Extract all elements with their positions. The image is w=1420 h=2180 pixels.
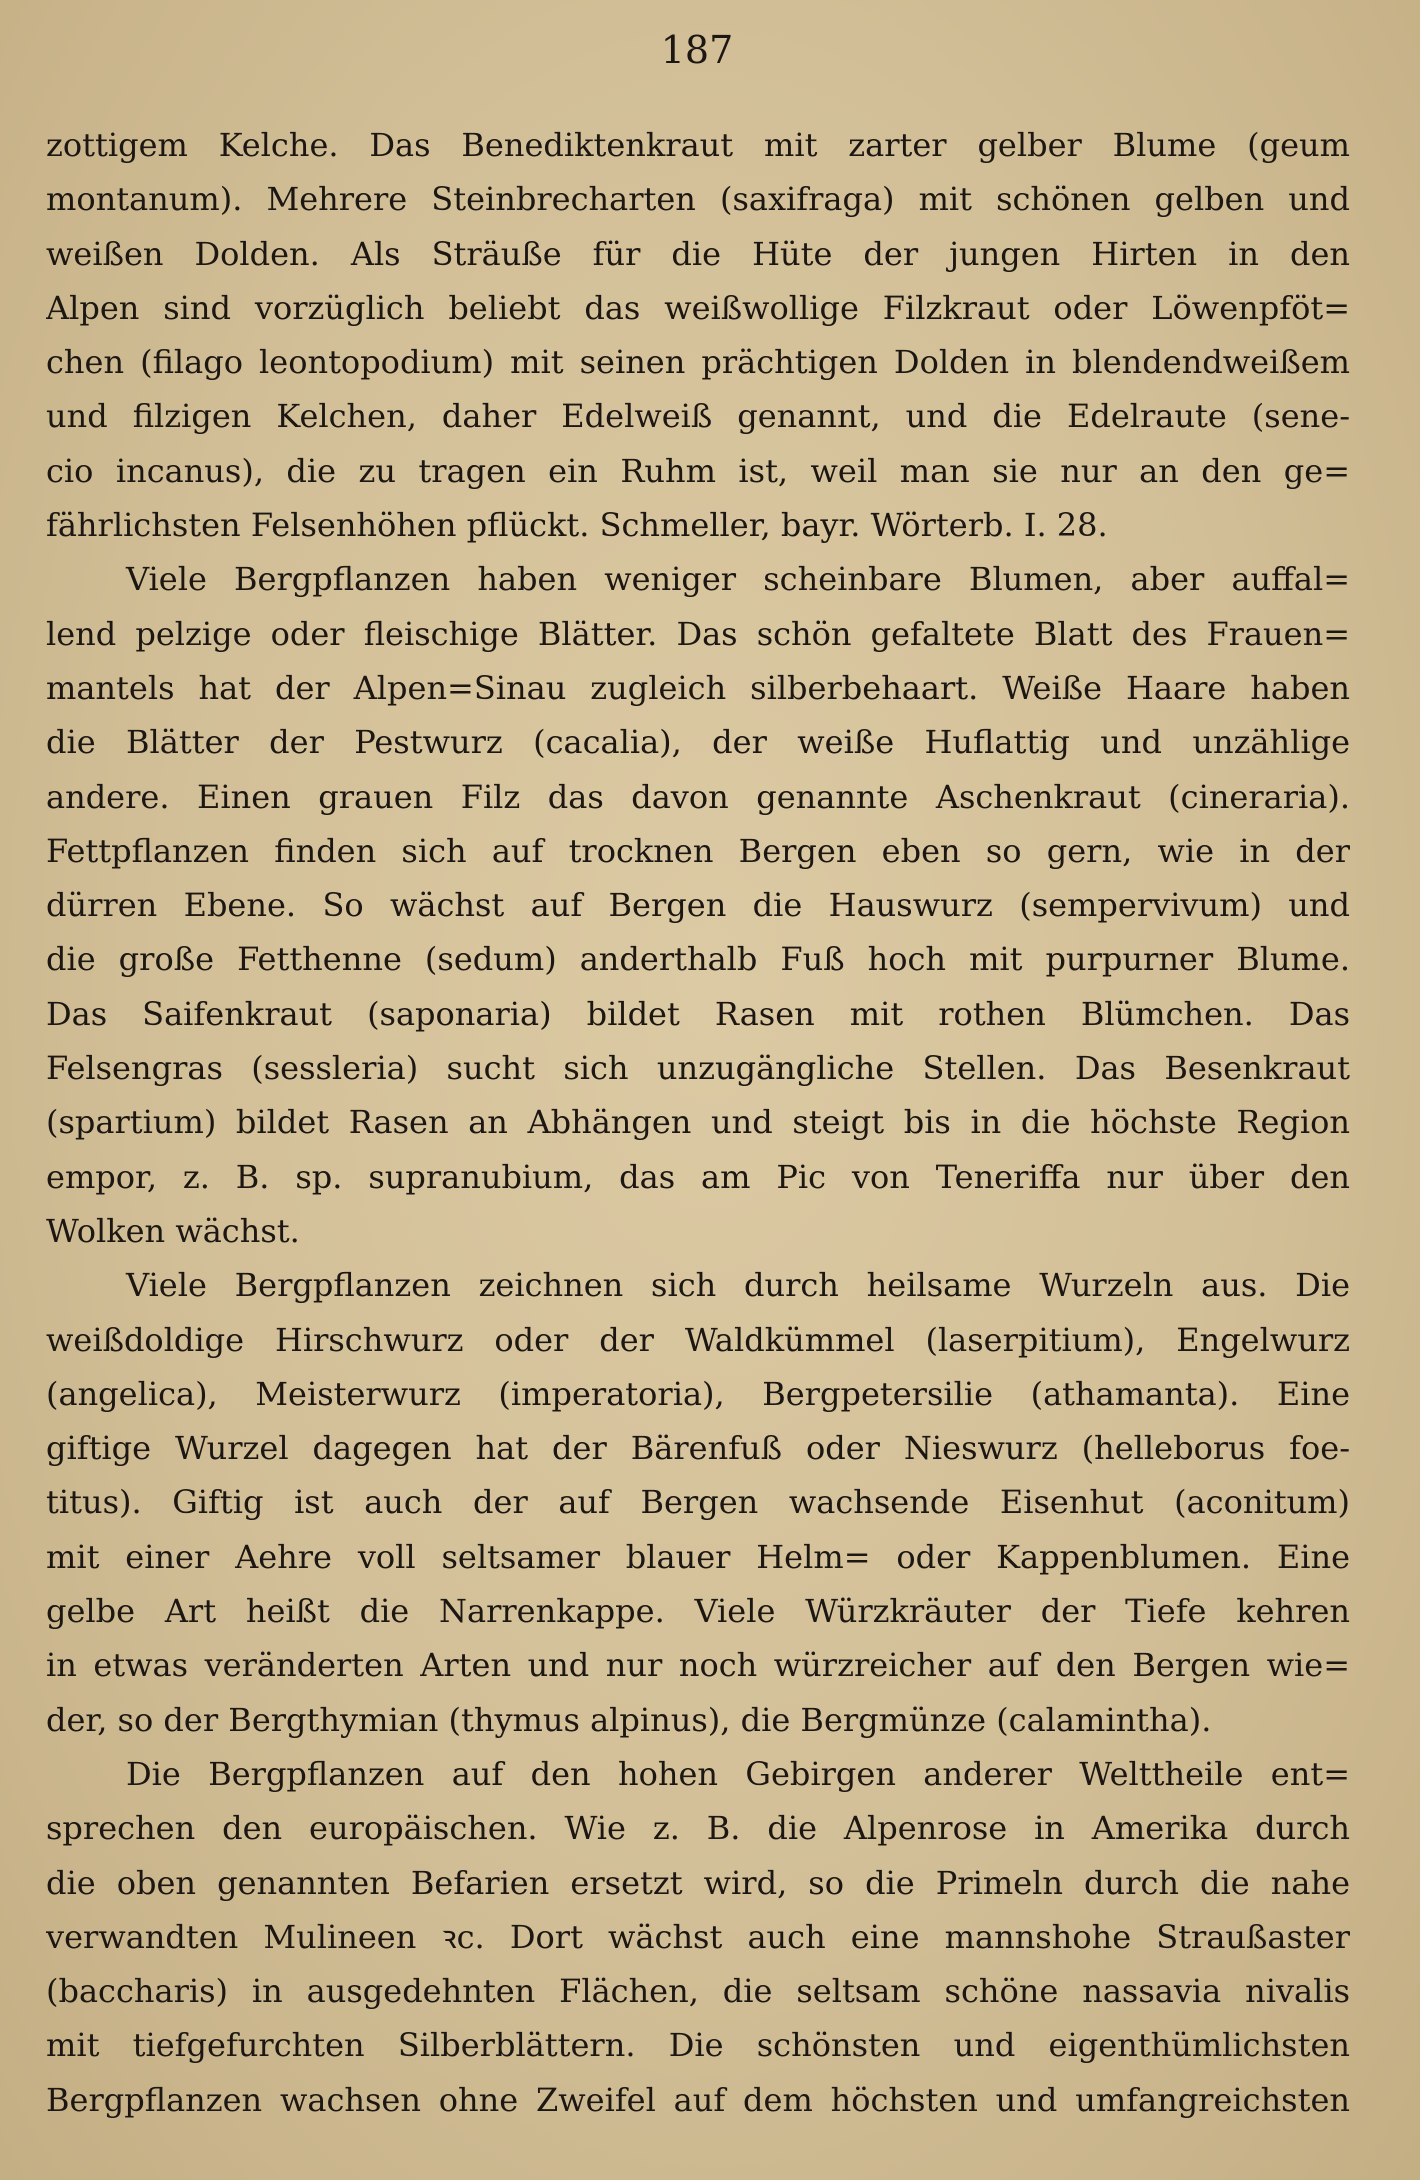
text-line: und filzigen Kelchen, daher Edelweiß genannt, und die Edelraute (sene- <box>46 397 1350 436</box>
text-line: in etwas veränderten Arten und nur noch würzreicher auf den Bergen wie= <box>46 1646 1350 1685</box>
text-line: Wolken wächst. <box>46 1211 300 1250</box>
text-line: Bergpflanzen wachsen ohne Zweifel auf dem höchsten und umfangreichsten <box>46 2080 1350 2119</box>
text-line: verwandten Mulineen ꝛc. Dort wächst auch eine mannshohe Straußaster <box>46 1917 1350 1956</box>
text-line: Viele Bergpflanzen haben weniger scheinbare Blumen, aber auffal= <box>126 560 1350 599</box>
text-line: (spartium) bildet Rasen an Abhängen und steigt bis in die höchste Region <box>46 1103 1350 1142</box>
text-line: Das Saifenkraut (saponaria) bildet Rasen mit rothen Blümchen. Das <box>46 994 1350 1033</box>
text-line: gelbe Art heißt die Narrenkappe. Viele Würzkräuter der Tiefe kehren <box>46 1592 1350 1631</box>
text-line: montanum). Mehrere Steinbrecharten (saxifraga) mit schönen gelben und <box>46 180 1350 219</box>
text-line: chen (filago leontopodium) mit seinen prächtigen Dolden in blendendweißem <box>46 343 1350 382</box>
text-line: giftige Wurzel dagegen hat der Bärenfuß oder Nieswurz (helleborus foe- <box>46 1429 1350 1468</box>
text-line: der, so der Bergthymian (thymus alpinus), die Bergmünze (calamintha). <box>46 1700 1212 1739</box>
text-line: die Blätter der Pestwurz (cacalia), der weiße Huflattig und unzählige <box>46 723 1350 762</box>
text-line: cio incanus), die zu tragen ein Ruhm ist, weil man sie nur an den ge= <box>46 451 1350 490</box>
text-line: titus). Giftig ist auch der auf Bergen wachsende Eisenhut (aconitum) <box>46 1483 1350 1522</box>
body-text <box>46 118 1350 2127</box>
text-line: mantels hat der Alpen=Sinau zugleich silberbehaart. Weiße Haare haben <box>46 668 1350 707</box>
text-line: andere. Einen grauen Filz das davon genannte Aschenkraut (cineraria). <box>46 777 1350 816</box>
text-line: (angelica), Meisterwurz (imperatoria), Bergpetersilie (athamanta). Eine <box>46 1374 1350 1413</box>
text-line: weißdoldige Hirschwurz oder der Waldkümmel (laserpitium), Engelwurz <box>46 1320 1350 1359</box>
page-number: 187 <box>660 28 734 72</box>
text-line: empor, z. B. sp. supranubium, das am Pic von Teneriffa nur über den <box>46 1157 1350 1196</box>
text-line: die große Fetthenne (sedum) anderthalb Fuß hoch mit purpurner Blume. <box>46 940 1350 979</box>
text-line: lend pelzige oder fleischige Blätter. Das schön gefaltete Blatt des Frauen= <box>46 614 1350 653</box>
text-line: Die Bergpflanzen auf den hohen Gebirgen anderer Welttheile ent= <box>126 1754 1350 1793</box>
text-line: Felsengras (sessleria) sucht sich unzugängliche Stellen. Das Besenkraut <box>46 1049 1350 1088</box>
text-line: (baccharis) in ausgedehnten Flächen, die seltsam schöne nassavia nivalis <box>46 1972 1350 2011</box>
text-line: die oben genannten Befarien ersetzt wird, so die Primeln durch die nahe <box>46 1863 1350 1902</box>
text-line: mit einer Aehre voll seltsamer blauer Helm= oder Kappenblumen. Eine <box>46 1537 1350 1576</box>
text-line: zottigem Kelche. Das Benediktenkraut mit zarter gelber Blume (geum <box>46 126 1350 164</box>
text-line: mit tiefgefurchten Silberblättern. Die schönsten und eigenthümlichsten <box>46 2026 1350 2065</box>
text-line: Alpen sind vorzüglich beliebt das weißwollige Filzkraut oder Löwenpföt= <box>46 288 1350 327</box>
text-line: fährlichsten Felsenhöhen pflückt. Schmeller, bayr. Wörterb. I. 28. <box>46 506 1108 545</box>
text-line: dürren Ebene. So wächst auf Bergen die Hauswurz (sempervivum) und <box>46 886 1350 925</box>
text-line: Viele Bergpflanzen zeichnen sich durch heilsame Wurzeln aus. Die <box>126 1266 1350 1305</box>
text-line: Fettpflanzen finden sich auf trocknen Bergen eben so gern, wie in der <box>46 831 1350 870</box>
text-line: sprechen den europäischen. Wie z. B. die Alpenrose in Amerika durch <box>46 1809 1350 1848</box>
text-line: weißen Dolden. Als Sträuße für die Hüte der jungen Hirten in den <box>46 234 1350 273</box>
